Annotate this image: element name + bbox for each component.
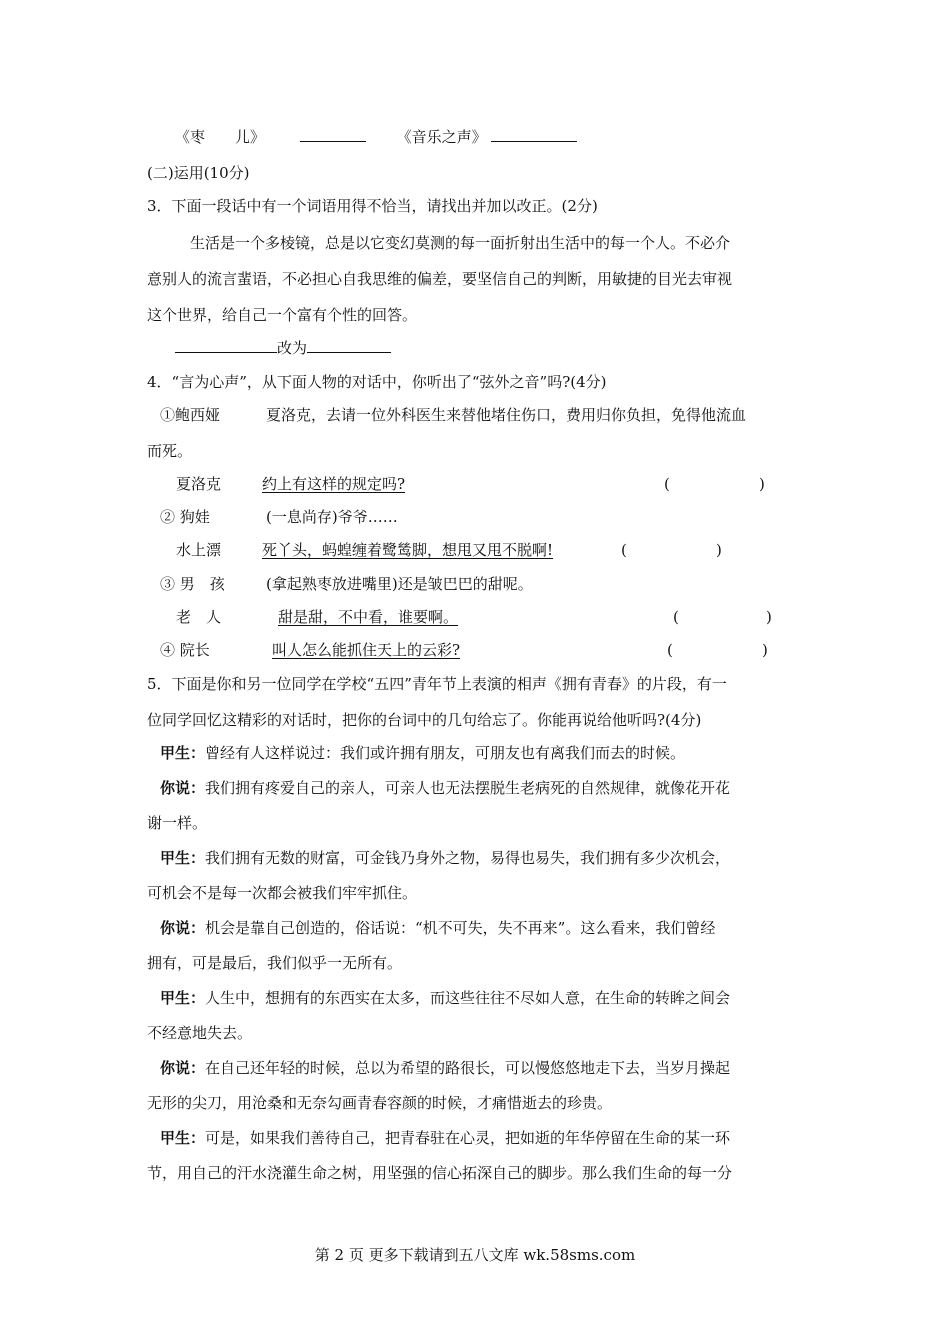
q4-reply-speaker: 老 人 xyxy=(176,608,222,626)
dialogue-text: 在自己还年轻的时候，总以为希望的路很长，可以慢悠悠地走下去，当岁月操起 xyxy=(205,1059,731,1077)
reading-title-row xyxy=(175,127,577,147)
q5-dialogue-line xyxy=(160,918,715,938)
dialogue-text: 谢一样。 xyxy=(147,814,208,832)
q4-dialog-text: 而死。 xyxy=(147,442,193,460)
answer-paren-open: ( xyxy=(667,641,673,659)
title-zaoer: 《枣 儿》 xyxy=(175,128,266,146)
answer-paren-open: ( xyxy=(673,608,679,626)
answer-paren-close: ) xyxy=(716,541,722,559)
answer-paren-close: ) xyxy=(759,475,765,493)
q3-paragraph-line: 生活是一个多棱镜，总是以它变幻莫测的每一面折射出生活中的每一个人。不必介 xyxy=(190,234,731,252)
q3-paragraph-line: 这个世界，给自己一个富有个性的回答。 xyxy=(147,306,418,324)
q3-change-to: 改为 xyxy=(277,339,308,357)
dialogue-text: 可是，如果我们善待自己，把青春驻在心灵，把如逝的年华停留在生命的某一环 xyxy=(205,1129,731,1147)
speaker-label-you: 你说： xyxy=(160,779,206,797)
speaker-label-jia: 甲生： xyxy=(160,849,206,867)
q4-prompt: 4．“言为心声”，从下面人物的对话中，你听出了“弦外之音”吗?(4分) xyxy=(147,373,607,391)
q4-underlined-reply: 甜是甜，不中看，谁要啊。 xyxy=(278,608,459,626)
q3-correct-word-blank xyxy=(307,338,391,353)
q4-dialog-text: (拿起熟枣放进嘴里)还是皱巴巴的甜呢。 xyxy=(266,575,533,593)
q5-dialogue-line xyxy=(160,988,730,1008)
speaker-label-jia: 甲生： xyxy=(160,1129,206,1147)
dialogue-text: 不经意地失去。 xyxy=(147,1024,253,1042)
q4-dialog-speaker: ③ 男 孩 xyxy=(160,575,225,593)
q4-dialog-speaker: ④ 院长 xyxy=(160,641,210,659)
q5-dialogue-line xyxy=(160,743,685,763)
dialogue-text: 人生中，想拥有的东西实在太多，而这些往往不尽如人意，在生命的转眸之间会 xyxy=(205,989,731,1007)
speaker-label-jia: 甲生： xyxy=(160,989,206,1007)
dialogue-text: 节，用自己的汗水浇灌生命之树，用坚强的信心拓深自己的脚步。那么我们生命的每一分 xyxy=(147,1164,733,1182)
answer-blank-sound-of-music xyxy=(491,127,577,142)
q4-dialog-text: (一息尚存)爷爷…… xyxy=(266,508,398,526)
dialogue-text: 无形的尖刀，用沧桑和无奈勾画青春容颜的时候，才痛惜逝去的珍贵。 xyxy=(147,1094,613,1112)
speaker-label-you: 你说： xyxy=(160,1059,206,1077)
q5-dialogue-line xyxy=(160,1128,730,1148)
answer-blank-zaoer xyxy=(300,127,366,142)
dialogue-text: 拥有，可是最后，我们似乎一无所有。 xyxy=(147,954,403,972)
title-sound-of-music: 《音乐之声》 xyxy=(396,128,487,146)
page-footer: 第 2 页 更多下载请到五八文库 wk.58sms.com xyxy=(314,1246,636,1264)
q5-prompt: 5．下面是你和另一位同学在学校“五四”青年节上表演的相声《拥有青春》的片段，有一 xyxy=(147,675,727,693)
answer-paren-close: ) xyxy=(766,608,772,626)
answer-paren-close: ) xyxy=(762,641,768,659)
q4-underlined-reply: 约上有这样的规定吗? xyxy=(262,475,406,493)
dialogue-text: 我们拥有疼爱自己的亲人，可亲人也无法摆脱生老病死的自然规律，就像花开花 xyxy=(205,779,731,797)
q3-paragraph-line: 意别人的流言蜚语，不必担心自我思维的偏差，要坚信自己的判断，用敏捷的目光去审视 xyxy=(147,270,733,288)
answer-paren-open: ( xyxy=(621,541,627,559)
q4-reply-speaker: 夏洛克 xyxy=(176,475,222,493)
answer-paren-open: ( xyxy=(664,475,670,493)
dialogue-text: 我们拥有无数的财富，可金钱乃身外之物，易得也易失，我们拥有多少次机会， xyxy=(205,849,731,867)
q5-dialogue-line xyxy=(160,1058,730,1078)
q5-dialogue-line xyxy=(160,848,730,868)
dialogue-text: 曾经有人这样说过：我们或许拥有朋友，可朋友也有离我们而去的时候。 xyxy=(205,744,686,762)
dialogue-text: 可机会不是每一次都会被我们牢牢抓住。 xyxy=(147,884,418,902)
q5-dialogue-line xyxy=(160,778,730,798)
q3-wrong-word-blank xyxy=(175,338,277,353)
q4-dialog-speaker: ①鲍西娅 xyxy=(160,406,221,424)
speaker-label-jia: 甲生： xyxy=(160,744,206,762)
q5-prompt: 位同学回忆这精彩的对话时，把你的台词中的几句给忘了。你能再说给他听吗?(4分) xyxy=(147,711,702,729)
speaker-label-you: 你说： xyxy=(160,919,206,937)
q4-underlined-reply: 叫人怎么能抓住天上的云彩? xyxy=(272,641,461,659)
q4-dialog-speaker: ② 狗娃 xyxy=(160,508,210,526)
q4-dialog-text: 夏洛克，去请一位外科医生来替他堵住伤口，费用归你负担，免得他流血 xyxy=(266,406,747,424)
q3-correction-row xyxy=(175,338,391,358)
q3-prompt: 3．下面一段话中有一个词语用得不恰当，请找出并加以改正。(2分) xyxy=(147,197,598,215)
dialogue-text: 机会是靠自己创造的，俗话说：“机不可失，失不再来”。这么看来，我们曾经 xyxy=(205,919,716,937)
q4-underlined-reply: 死丫头，蚂蝗缠着鹭鸶脚，想甩又甩不脱啊! xyxy=(262,541,554,559)
q4-reply-speaker: 水上漂 xyxy=(176,541,222,559)
section-heading: (二)运用(10分) xyxy=(147,164,250,182)
